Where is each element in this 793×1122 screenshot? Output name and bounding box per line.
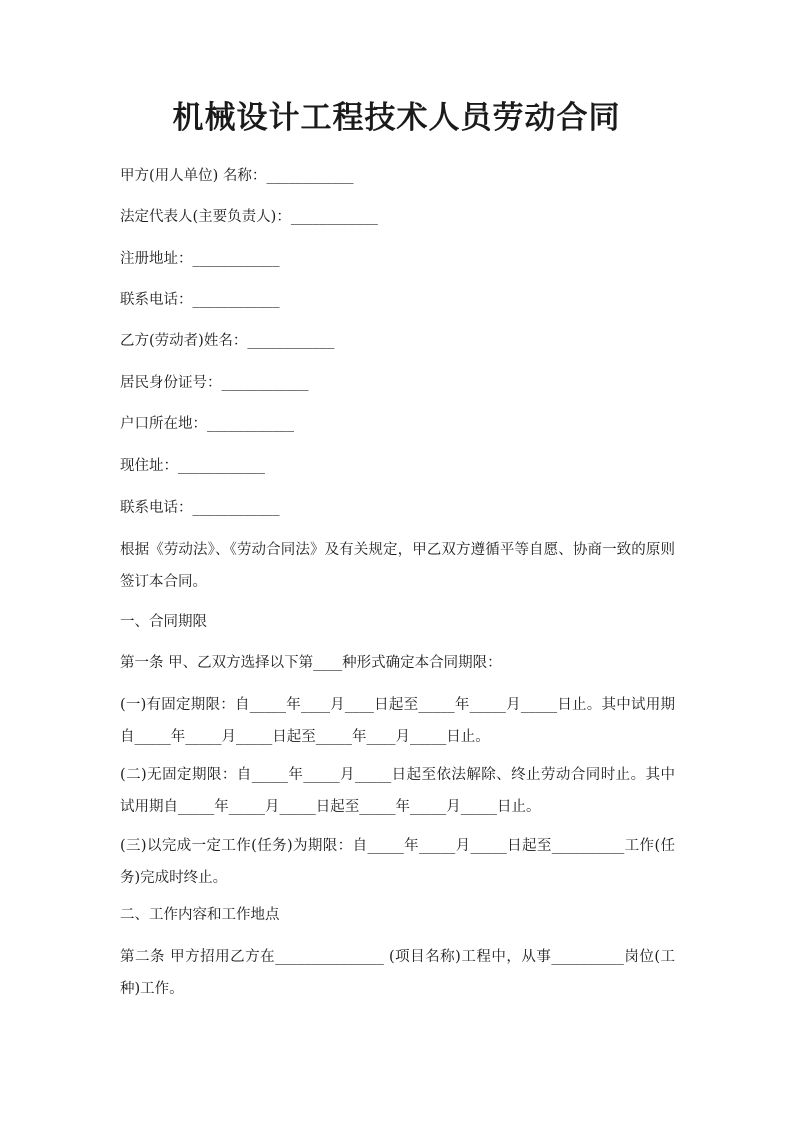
fill-blank: ____________ [290, 209, 378, 225]
fill-blank: ____________ [192, 251, 280, 267]
field-label: 居民身份证号： [120, 375, 222, 391]
party-b-phone-field [120, 500, 280, 516]
fill-blank: ____________ [207, 416, 294, 432]
legal-representative-field [120, 209, 378, 225]
fill-blank: ____________ [247, 333, 335, 349]
party-a-phone-field [120, 292, 280, 308]
field-label: 注册地址： [120, 251, 193, 267]
article-2: 第二条 甲方招用乙方在_______________ (项目名称)工程中，从事__________岗位(工种)工作。 [120, 949, 675, 997]
section-heading: 二、工作内容和工作地点 [120, 907, 280, 923]
id-number-field [120, 375, 309, 391]
field-label: 联系电话： [120, 500, 193, 516]
field-label: 联系电话： [120, 292, 193, 308]
field-label: 乙方(劳动者)姓名： [120, 333, 248, 349]
contract-term-option-2: (二)无固定期限：自_____年_____月_____日起至依法解除、终止劳动合同时止。其中试用期自_____年_____月_____日起至_____年_____月_____日止。 [120, 767, 675, 815]
party-a-name-field [120, 168, 353, 184]
household-registration-field [120, 416, 294, 432]
fill-blank: ____________ [192, 500, 280, 516]
party-b-name-field [120, 333, 334, 349]
field-label: 户口所在地： [120, 416, 207, 432]
field-label: 法定代表人(主要负责人)： [120, 209, 291, 225]
field-label: 现住址： [120, 458, 178, 474]
contract-term-option-3: (三)以完成一定工作(任务)为期限：自_____年_____月_____日起至__________工作(任务)完成时终止。 [120, 838, 675, 886]
fill-blank: ____________ [266, 168, 354, 184]
current-address-field [120, 458, 265, 474]
article-1: 第一条 甲、乙双方选择以下第____种形式确定本合同期限： [120, 655, 502, 671]
document-title: 机械设计工程技术人员劳动合同 [172, 100, 621, 136]
field-label: 甲方(用人单位) 名称： [120, 168, 267, 184]
registered-address-field [120, 251, 280, 267]
section-heading: 一、合同期限 [120, 614, 207, 630]
fill-blank: ____________ [192, 292, 280, 308]
fill-blank: ____________ [221, 375, 309, 391]
contract-term-option-1: (一)有固定期限：自_____年____月____日起至_____年_____月_____日止。其中试用期自_____年_____月_____日起至_____年____月_____日止。 [120, 697, 675, 745]
preamble-paragraph: 根据《劳动法》、《劳动合同法》及有关规定，甲乙双方遵循平等自愿、协商一致的原则签订本合同。 [120, 542, 675, 590]
fill-blank: ____________ [178, 458, 265, 474]
